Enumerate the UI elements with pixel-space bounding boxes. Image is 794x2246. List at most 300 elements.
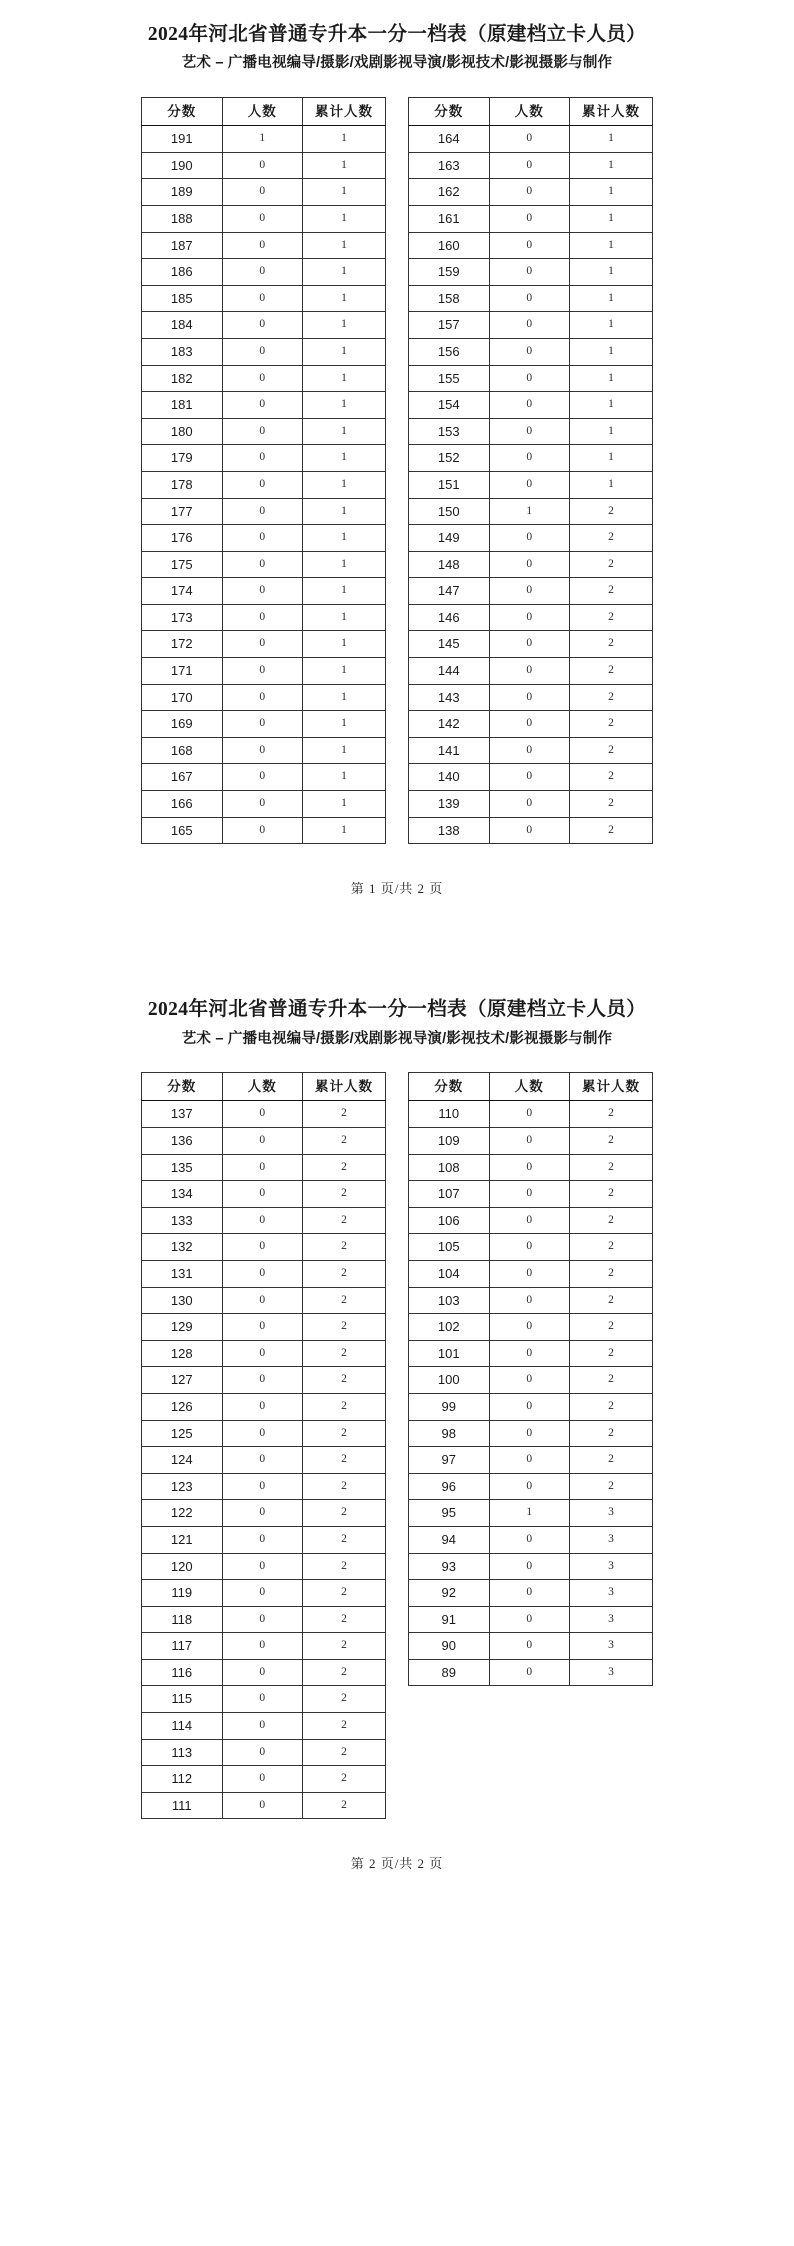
count-cell: 0 bbox=[489, 179, 570, 206]
count-cell: 0 bbox=[489, 1154, 570, 1181]
cumulative-cell: 2 bbox=[303, 1447, 386, 1474]
cumulative-cell: 1 bbox=[303, 498, 386, 525]
table-row bbox=[409, 1314, 653, 1341]
cumulative-cell: 2 bbox=[570, 1260, 653, 1287]
table-row bbox=[409, 285, 653, 312]
count-cell: 0 bbox=[489, 631, 570, 658]
cumulative-cell: 2 bbox=[570, 764, 653, 791]
table-row bbox=[142, 498, 386, 525]
count-cell: 0 bbox=[222, 551, 303, 578]
count-cell: 0 bbox=[222, 471, 303, 498]
count-cell: 0 bbox=[222, 285, 303, 312]
count-cell: 0 bbox=[222, 312, 303, 339]
cumulative-cell: 1 bbox=[303, 711, 386, 738]
cumulative-cell: 2 bbox=[570, 1154, 653, 1181]
score-cell: 103 bbox=[409, 1287, 490, 1314]
table-row bbox=[409, 604, 653, 631]
table-row bbox=[142, 126, 386, 153]
score-cell: 90 bbox=[409, 1633, 490, 1660]
score-cell: 173 bbox=[142, 604, 223, 631]
count-cell: 0 bbox=[222, 1633, 303, 1660]
count-cell: 1 bbox=[489, 498, 570, 525]
cumulative-cell: 1 bbox=[303, 684, 386, 711]
score-cell: 91 bbox=[409, 1606, 490, 1633]
cumulative-cell: 2 bbox=[303, 1633, 386, 1660]
table-row bbox=[409, 1287, 653, 1314]
table-row bbox=[142, 631, 386, 658]
cumulative-cell: 2 bbox=[303, 1393, 386, 1420]
table-row bbox=[409, 1181, 653, 1208]
score-cell: 115 bbox=[142, 1686, 223, 1713]
count-cell: 0 bbox=[222, 1367, 303, 1394]
score-cell: 138 bbox=[409, 817, 490, 844]
count-cell: 0 bbox=[222, 1393, 303, 1420]
column-header-score: 分数 bbox=[409, 1073, 490, 1101]
table-column-right bbox=[408, 97, 653, 844]
count-cell: 0 bbox=[489, 604, 570, 631]
table-row bbox=[409, 259, 653, 286]
count-cell: 0 bbox=[222, 1154, 303, 1181]
table-row bbox=[409, 232, 653, 259]
count-cell: 0 bbox=[489, 471, 570, 498]
table-row bbox=[142, 338, 386, 365]
count-cell: 0 bbox=[222, 1340, 303, 1367]
cumulative-cell: 2 bbox=[303, 1340, 386, 1367]
count-cell: 0 bbox=[222, 418, 303, 445]
table-row bbox=[142, 285, 386, 312]
column-header-count: 人数 bbox=[489, 1073, 570, 1101]
table-row bbox=[409, 365, 653, 392]
table-row bbox=[142, 737, 386, 764]
count-cell: 0 bbox=[489, 658, 570, 685]
count-cell: 0 bbox=[222, 1101, 303, 1128]
score-cell: 170 bbox=[142, 684, 223, 711]
cumulative-cell: 2 bbox=[303, 1181, 386, 1208]
table-row bbox=[142, 1473, 386, 1500]
score-cell: 150 bbox=[409, 498, 490, 525]
cumulative-cell: 1 bbox=[303, 365, 386, 392]
table-header-row bbox=[142, 1073, 386, 1101]
score-cell: 117 bbox=[142, 1633, 223, 1660]
score-distribution-table bbox=[141, 97, 386, 844]
cumulative-cell: 1 bbox=[570, 179, 653, 206]
table-row bbox=[409, 1101, 653, 1128]
page-title: 2024年河北省普通专升本一分一档表（原建档立卡人员） bbox=[147, 999, 647, 1021]
score-cell: 169 bbox=[142, 711, 223, 738]
count-cell: 0 bbox=[222, 764, 303, 791]
table-row bbox=[409, 1393, 653, 1420]
count-cell: 0 bbox=[489, 1128, 570, 1155]
cumulative-cell: 2 bbox=[570, 817, 653, 844]
table-row bbox=[142, 684, 386, 711]
cumulative-cell: 2 bbox=[303, 1659, 386, 1686]
count-cell: 0 bbox=[222, 1128, 303, 1155]
score-cell: 96 bbox=[409, 1473, 490, 1500]
page-separator bbox=[0, 925, 794, 945]
table-row bbox=[409, 684, 653, 711]
score-cell: 155 bbox=[409, 365, 490, 392]
score-cell: 159 bbox=[409, 259, 490, 286]
cumulative-cell: 2 bbox=[303, 1260, 386, 1287]
cumulative-cell: 1 bbox=[570, 338, 653, 365]
table-row bbox=[142, 1181, 386, 1208]
score-cell: 110 bbox=[409, 1101, 490, 1128]
score-cell: 106 bbox=[409, 1207, 490, 1234]
column-header-score: 分数 bbox=[142, 1073, 223, 1101]
count-cell: 0 bbox=[489, 684, 570, 711]
table-row bbox=[409, 1234, 653, 1261]
score-cell: 130 bbox=[142, 1287, 223, 1314]
table-row bbox=[409, 1154, 653, 1181]
table-row bbox=[142, 817, 386, 844]
table-row bbox=[142, 152, 386, 179]
table-row bbox=[142, 604, 386, 631]
cumulative-cell: 1 bbox=[570, 471, 653, 498]
table-row bbox=[409, 1500, 653, 1527]
score-cell: 118 bbox=[142, 1606, 223, 1633]
table-column-left bbox=[141, 97, 386, 844]
column-header-count: 人数 bbox=[222, 98, 303, 126]
count-cell: 0 bbox=[489, 1314, 570, 1341]
count-cell: 0 bbox=[222, 1713, 303, 1740]
table-row bbox=[409, 1260, 653, 1287]
column-header-cumulative: 累计人数 bbox=[570, 1073, 653, 1101]
count-cell: 0 bbox=[222, 1234, 303, 1261]
cumulative-cell: 2 bbox=[303, 1154, 386, 1181]
count-cell: 0 bbox=[222, 1792, 303, 1819]
column-header-cumulative: 累计人数 bbox=[303, 98, 386, 126]
score-cell: 122 bbox=[142, 1500, 223, 1527]
count-cell: 0 bbox=[489, 1101, 570, 1128]
table-row bbox=[409, 711, 653, 738]
cumulative-cell: 1 bbox=[303, 126, 386, 153]
table-row bbox=[142, 205, 386, 232]
table-row bbox=[142, 1739, 386, 1766]
cumulative-cell: 1 bbox=[570, 285, 653, 312]
column-header-cumulative: 累计人数 bbox=[570, 98, 653, 126]
score-cell: 175 bbox=[142, 551, 223, 578]
score-cell: 120 bbox=[142, 1553, 223, 1580]
score-cell: 135 bbox=[142, 1154, 223, 1181]
table-row bbox=[409, 1207, 653, 1234]
cumulative-cell: 2 bbox=[303, 1500, 386, 1527]
count-cell: 0 bbox=[489, 152, 570, 179]
count-cell: 0 bbox=[222, 711, 303, 738]
column-header-score: 分数 bbox=[409, 98, 490, 126]
cumulative-cell: 2 bbox=[303, 1128, 386, 1155]
count-cell: 0 bbox=[489, 1260, 570, 1287]
score-cell: 143 bbox=[409, 684, 490, 711]
count-cell: 0 bbox=[489, 1367, 570, 1394]
count-cell: 0 bbox=[222, 1314, 303, 1341]
count-cell: 0 bbox=[222, 498, 303, 525]
score-cell: 133 bbox=[142, 1207, 223, 1234]
table-row bbox=[142, 1260, 386, 1287]
cumulative-cell: 2 bbox=[570, 1393, 653, 1420]
score-cell: 167 bbox=[142, 764, 223, 791]
cumulative-cell: 1 bbox=[303, 525, 386, 552]
table-row bbox=[142, 259, 386, 286]
cumulative-cell: 2 bbox=[570, 578, 653, 605]
table-row bbox=[409, 1128, 653, 1155]
score-cell: 127 bbox=[142, 1367, 223, 1394]
count-cell: 0 bbox=[222, 1181, 303, 1208]
table-row bbox=[409, 205, 653, 232]
count-cell: 0 bbox=[222, 737, 303, 764]
table-row bbox=[409, 1659, 653, 1686]
score-cell: 128 bbox=[142, 1340, 223, 1367]
cumulative-cell: 2 bbox=[570, 684, 653, 711]
table-row bbox=[409, 1420, 653, 1447]
table-row bbox=[409, 578, 653, 605]
score-cell: 139 bbox=[409, 791, 490, 818]
table-row bbox=[142, 1393, 386, 1420]
cumulative-cell: 2 bbox=[570, 1473, 653, 1500]
cumulative-cell: 1 bbox=[303, 338, 386, 365]
table-row bbox=[409, 312, 653, 339]
table-row bbox=[409, 791, 653, 818]
table-row bbox=[142, 525, 386, 552]
cumulative-cell: 2 bbox=[303, 1766, 386, 1793]
score-cell: 123 bbox=[142, 1473, 223, 1500]
score-cell: 178 bbox=[142, 471, 223, 498]
score-cell: 94 bbox=[409, 1526, 490, 1553]
table-row bbox=[142, 392, 386, 419]
score-cell: 134 bbox=[142, 1181, 223, 1208]
table-row bbox=[142, 791, 386, 818]
score-cell: 174 bbox=[142, 578, 223, 605]
score-cell: 161 bbox=[409, 205, 490, 232]
table-row bbox=[409, 418, 653, 445]
cumulative-cell: 2 bbox=[570, 791, 653, 818]
count-cell: 0 bbox=[222, 152, 303, 179]
cumulative-cell: 2 bbox=[303, 1420, 386, 1447]
count-cell: 0 bbox=[489, 791, 570, 818]
count-cell: 0 bbox=[222, 1260, 303, 1287]
cumulative-cell: 1 bbox=[303, 578, 386, 605]
cumulative-cell: 2 bbox=[570, 711, 653, 738]
column-header-cumulative: 累计人数 bbox=[303, 1073, 386, 1101]
count-cell: 0 bbox=[489, 1526, 570, 1553]
cumulative-cell: 1 bbox=[303, 791, 386, 818]
score-cell: 105 bbox=[409, 1234, 490, 1261]
score-cell: 112 bbox=[142, 1766, 223, 1793]
table-row bbox=[409, 1473, 653, 1500]
table-row bbox=[142, 1500, 386, 1527]
table-row bbox=[142, 365, 386, 392]
cumulative-cell: 1 bbox=[570, 126, 653, 153]
table-row bbox=[142, 1526, 386, 1553]
cumulative-cell: 2 bbox=[570, 1367, 653, 1394]
cumulative-cell: 2 bbox=[570, 1101, 653, 1128]
cumulative-cell: 2 bbox=[303, 1686, 386, 1713]
count-cell: 0 bbox=[489, 551, 570, 578]
cumulative-cell: 1 bbox=[303, 445, 386, 472]
count-cell: 0 bbox=[222, 817, 303, 844]
cumulative-cell: 1 bbox=[303, 817, 386, 844]
table-row bbox=[409, 179, 653, 206]
score-cell: 172 bbox=[142, 631, 223, 658]
table-row bbox=[409, 525, 653, 552]
table-row bbox=[142, 1367, 386, 1394]
score-cell: 184 bbox=[142, 312, 223, 339]
cumulative-cell: 2 bbox=[303, 1553, 386, 1580]
table-row bbox=[142, 312, 386, 339]
table-row bbox=[142, 1633, 386, 1660]
count-cell: 0 bbox=[489, 737, 570, 764]
table-row bbox=[142, 658, 386, 685]
score-cell: 140 bbox=[409, 764, 490, 791]
score-cell: 148 bbox=[409, 551, 490, 578]
table-row bbox=[409, 498, 653, 525]
column-header-count: 人数 bbox=[489, 98, 570, 126]
score-cell: 100 bbox=[409, 1367, 490, 1394]
count-cell: 0 bbox=[222, 338, 303, 365]
table-row bbox=[142, 471, 386, 498]
cumulative-cell: 2 bbox=[570, 551, 653, 578]
tables-container bbox=[0, 97, 794, 844]
table-row bbox=[142, 1766, 386, 1793]
page-subtitle: 艺术 – 广播电视编导/摄影/戏剧影视导演/影视技术/影视摄影与制作 bbox=[181, 55, 613, 72]
cumulative-cell: 2 bbox=[570, 1234, 653, 1261]
score-cell: 186 bbox=[142, 259, 223, 286]
table-header-row bbox=[409, 1073, 653, 1101]
count-cell: 0 bbox=[489, 1207, 570, 1234]
column-header-score: 分数 bbox=[142, 98, 223, 126]
count-cell: 0 bbox=[489, 205, 570, 232]
cumulative-cell: 1 bbox=[303, 392, 386, 419]
count-cell: 0 bbox=[489, 817, 570, 844]
cumulative-cell: 2 bbox=[303, 1526, 386, 1553]
table-row bbox=[409, 471, 653, 498]
count-cell: 0 bbox=[222, 259, 303, 286]
table-row bbox=[142, 1686, 386, 1713]
count-cell: 0 bbox=[222, 684, 303, 711]
table-row bbox=[409, 126, 653, 153]
cumulative-cell: 1 bbox=[303, 152, 386, 179]
table-row bbox=[142, 418, 386, 445]
cumulative-cell: 1 bbox=[570, 445, 653, 472]
score-cell: 92 bbox=[409, 1580, 490, 1607]
score-cell: 185 bbox=[142, 285, 223, 312]
count-cell: 0 bbox=[222, 1473, 303, 1500]
table-row bbox=[142, 1314, 386, 1341]
score-cell: 109 bbox=[409, 1128, 490, 1155]
count-cell: 0 bbox=[489, 1553, 570, 1580]
table-row bbox=[142, 1447, 386, 1474]
count-cell: 0 bbox=[489, 1659, 570, 1686]
cumulative-cell: 1 bbox=[570, 418, 653, 445]
cumulative-cell: 2 bbox=[570, 525, 653, 552]
page-title: 2024年河北省普通专升本一分一档表（原建档立卡人员） bbox=[147, 24, 647, 45]
count-cell: 0 bbox=[222, 392, 303, 419]
count-cell: 0 bbox=[222, 1553, 303, 1580]
column-header-count: 人数 bbox=[222, 1073, 303, 1101]
score-cell: 165 bbox=[142, 817, 223, 844]
count-cell: 0 bbox=[489, 764, 570, 791]
cumulative-cell: 2 bbox=[303, 1473, 386, 1500]
count-cell: 0 bbox=[489, 312, 570, 339]
count-cell: 0 bbox=[222, 1420, 303, 1447]
table-row bbox=[142, 1287, 386, 1314]
cumulative-cell: 2 bbox=[303, 1580, 386, 1607]
cumulative-cell: 3 bbox=[570, 1526, 653, 1553]
cumulative-cell: 1 bbox=[570, 312, 653, 339]
score-cell: 164 bbox=[409, 126, 490, 153]
cumulative-cell: 2 bbox=[303, 1367, 386, 1394]
cumulative-cell: 2 bbox=[570, 498, 653, 525]
cumulative-cell: 3 bbox=[570, 1580, 653, 1607]
cumulative-cell: 2 bbox=[303, 1314, 386, 1341]
score-cell: 153 bbox=[409, 418, 490, 445]
page-number-footer: 第 2 页/共 2 页 bbox=[350, 1856, 444, 1872]
table-row bbox=[142, 232, 386, 259]
cumulative-cell: 1 bbox=[303, 631, 386, 658]
cumulative-cell: 2 bbox=[570, 658, 653, 685]
cumulative-cell: 2 bbox=[303, 1101, 386, 1128]
table-row bbox=[409, 1633, 653, 1660]
score-cell: 126 bbox=[142, 1393, 223, 1420]
count-cell: 0 bbox=[489, 525, 570, 552]
count-cell: 0 bbox=[222, 1207, 303, 1234]
score-cell: 107 bbox=[409, 1181, 490, 1208]
cumulative-cell: 1 bbox=[303, 418, 386, 445]
count-cell: 0 bbox=[489, 1606, 570, 1633]
table-row bbox=[142, 179, 386, 206]
table-row bbox=[142, 1234, 386, 1261]
count-cell: 0 bbox=[222, 631, 303, 658]
score-cell: 179 bbox=[142, 445, 223, 472]
score-cell: 151 bbox=[409, 471, 490, 498]
score-cell: 146 bbox=[409, 604, 490, 631]
cumulative-cell: 1 bbox=[570, 205, 653, 232]
count-cell: 0 bbox=[489, 1633, 570, 1660]
count-cell: 0 bbox=[489, 1234, 570, 1261]
cumulative-cell: 1 bbox=[303, 604, 386, 631]
score-cell: 124 bbox=[142, 1447, 223, 1474]
cumulative-cell: 2 bbox=[303, 1287, 386, 1314]
tables-container bbox=[0, 1072, 794, 1819]
cumulative-cell: 2 bbox=[570, 631, 653, 658]
cumulative-cell: 2 bbox=[303, 1739, 386, 1766]
cumulative-cell: 2 bbox=[570, 1287, 653, 1314]
score-cell: 102 bbox=[409, 1314, 490, 1341]
score-cell: 160 bbox=[409, 232, 490, 259]
score-cell: 93 bbox=[409, 1553, 490, 1580]
cumulative-cell: 1 bbox=[303, 232, 386, 259]
score-cell: 95 bbox=[409, 1500, 490, 1527]
table-row bbox=[142, 1659, 386, 1686]
count-cell: 0 bbox=[222, 1659, 303, 1686]
table-column-left bbox=[141, 1072, 386, 1819]
cumulative-cell: 1 bbox=[303, 658, 386, 685]
score-cell: 177 bbox=[142, 498, 223, 525]
table-row bbox=[142, 1713, 386, 1740]
score-cell: 116 bbox=[142, 1659, 223, 1686]
cumulative-cell: 1 bbox=[303, 737, 386, 764]
cumulative-cell: 1 bbox=[303, 205, 386, 232]
table-row bbox=[409, 551, 653, 578]
count-cell: 0 bbox=[222, 578, 303, 605]
count-cell: 0 bbox=[222, 445, 303, 472]
score-cell: 145 bbox=[409, 631, 490, 658]
score-cell: 157 bbox=[409, 312, 490, 339]
score-cell: 136 bbox=[142, 1128, 223, 1155]
score-cell: 101 bbox=[409, 1340, 490, 1367]
count-cell: 0 bbox=[489, 445, 570, 472]
score-cell: 125 bbox=[142, 1420, 223, 1447]
table-row bbox=[409, 764, 653, 791]
